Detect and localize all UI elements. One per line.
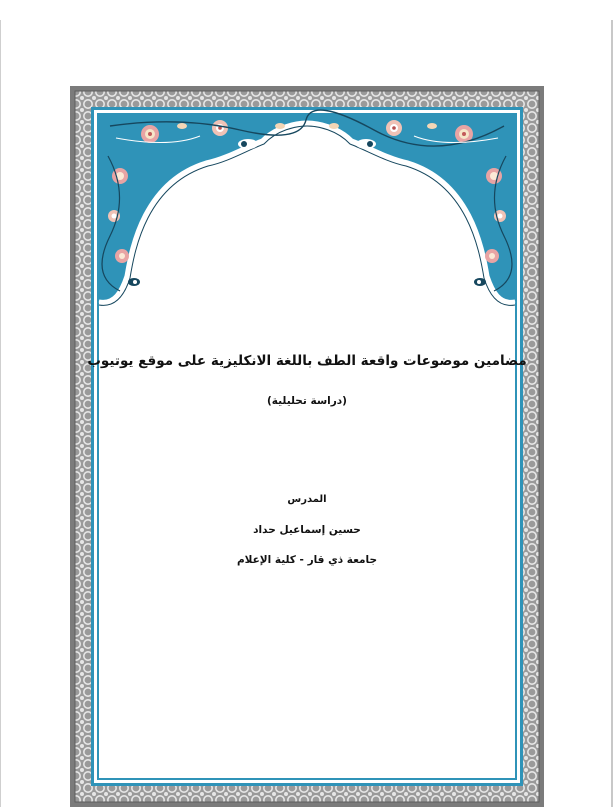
author-affiliation: جامعة ذي قار - كلية الإعلام [236, 554, 378, 566]
page-edge-right [611, 20, 613, 807]
author-name: حسين إسماعيل حداد [253, 524, 361, 536]
document-subtitle: (دراسة تحليلية) [266, 395, 347, 407]
author-role: المدرس [287, 494, 327, 505]
title-page-content [70, 86, 544, 807]
document-title: مضامين موضوعات واقعة الطف باللغة الانكليزية على موقع يوتيوب [87, 353, 527, 369]
page-edge-left [0, 20, 1, 807]
